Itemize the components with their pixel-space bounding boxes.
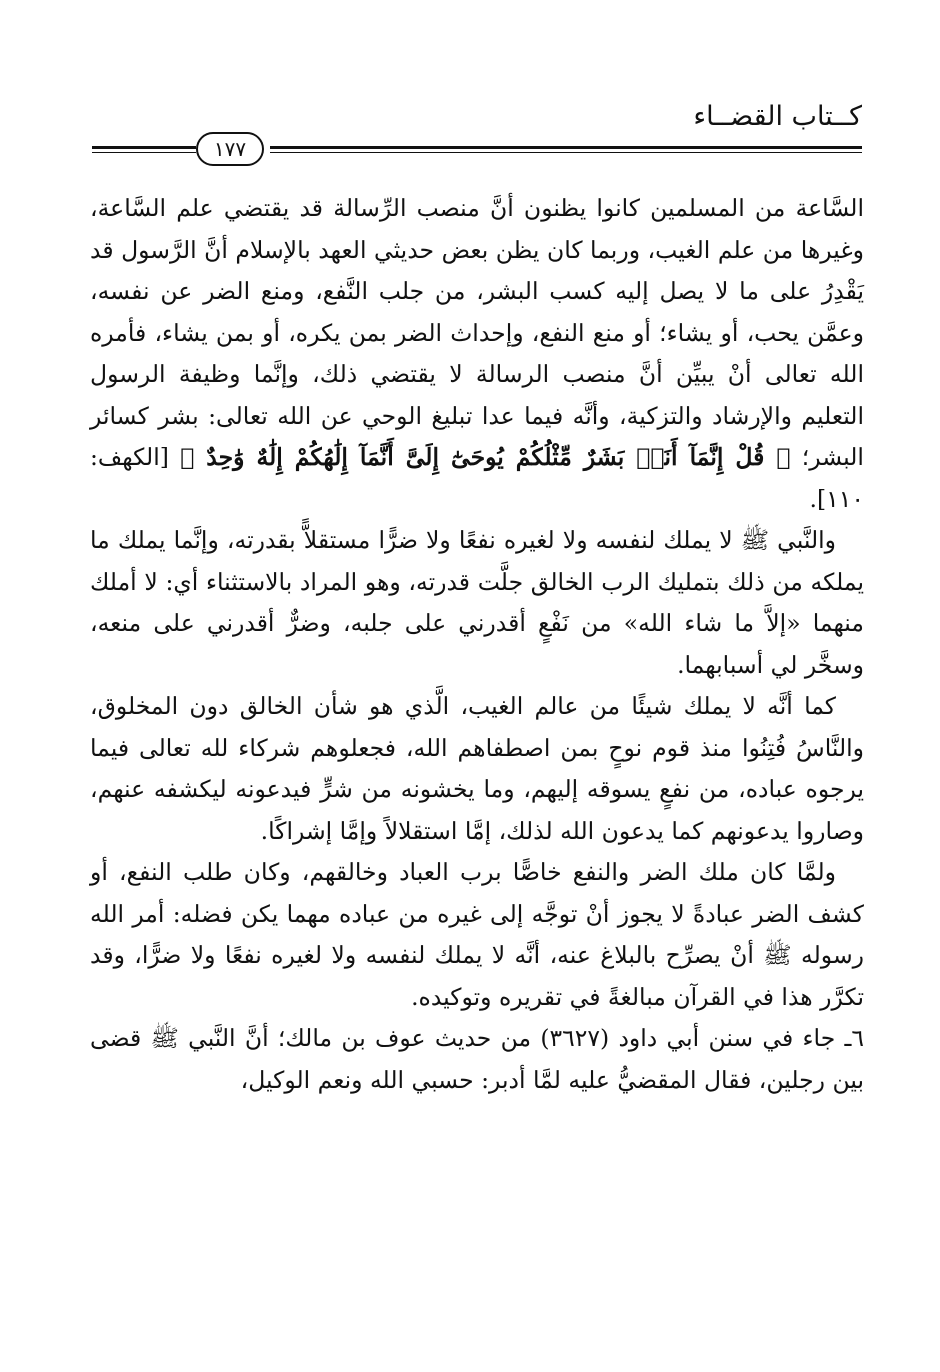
- quran-verse: ﴿ قُلْ إِنَّمَآ أَنَا۠ بَشَرٌ مِّثْلُكُمْ يُوحَىٰٓ إِلَىَّ أَنَّمَآ إِلَٰهُكُمْ إِلَٰهٌ وَٰحِدٌ ﴾: [180, 443, 791, 471]
- paragraph-1-text: السَّاعة من المسلمين كانوا يظنون أنَّ منصب الرِّسالة قد يقتضي علم السَّاعة، وغيرها من علم الغيب، وربما كان يظن بعض حديثي العهد بالإسلام أنَّ الرَّسول قد يَقْدِرُ على ما لا يصل إليه كسب البشر، من جلب النَّفع، ومنع الضر عن نفسه، وعمَّن يحب، أو يشاء؛ أو منع النفع، وإحداث الضر بمن يكره، أو بمن يشاء، فأمره الله تعالى أنْ يبيِّن أنَّ منصب الرسالة لا يقتضي ذلك، وإنَّما وظيفة الرسول التعليم والإرشاد والتزكية، وأنَّه فيما عدا تبليغ الوحي عن الله تعالى: بشر كسائر البشر؛: [90, 194, 864, 471]
- paragraph-4: ولمَّا كان ملك الضر والنفع خاصًّا برب العباد وخالقهم، وكان طلب النفع، أو كشف الضر عبادةً لا يجوز أنْ توجَّه إلى غيره من عباده مهما يكن فضله: أمر الله رسوله ﷺ أنْ يصرِّح بالبلاغ عنه، أنَّه لا يملك لنفسه ولا لغيره نفعًا ولا ضرًّا، وقد تكرَّر هذا في القرآن مبالغةً في تقريره وتوكيده.: [90, 858, 864, 1011]
- page-number: ١٧٧: [196, 132, 264, 166]
- verse-citation: [الكهف: ١١٠].: [90, 443, 864, 513]
- running-title: كــتاب القضــاء: [693, 101, 862, 132]
- paragraph-1: [90, 188, 864, 520]
- header-rule-left-segment: [92, 146, 196, 153]
- paragraph-2: والنَّبي ﷺ لا يملك لنفسه ولا لغيره نفعًا ولا ضرًّا مستقلاًّ بقدرته، وإنَّما يملك ما يملكه من ذلك بتمليك الرب الخالق جلَّت قدرته، وهو المراد بالاستثناء أي: لا أملك منهما «إلاَّ ما شاء الله» من نَفْعٍ أقدرني على جلبه، وضرٌّ أقدرني على منعه، وسخَّر لي أسبابهما.: [90, 526, 864, 679]
- paragraph-5-numbered-item: ٦ـ جاء في سنن أبي داود (٣٦٢٧) من حديث عوف بن مالك؛ أنَّ النَّبي ﷺ قضى بين رجلين، فقال المقضيُّ عليه لمَّا أدبر: حسبي الله ونعم الوكيل،: [90, 1024, 864, 1094]
- header-rule-right-segment: [270, 146, 862, 153]
- body-text: [90, 188, 864, 1101]
- paragraph-3: كما أنَّه لا يملك شيئًا من عالم الغيب، الَّذي هو شأن الخالق دون المخلوق، والنَّاسُ فُتِنُوا منذ قوم نوحٍ بمن اصطفاهم الله، فجعلوهم شركاء لله تعالى فيما يرجوه عباده، من نفعٍ يسوقه إليهم، وما يخشونه من شرٍّ فيدعونه ليكشفه عنهم، وصاروا يدعونهم كما يدعون الله لذلك، إمَّا استقلالاً وإمَّا إشراكًا.: [90, 692, 864, 845]
